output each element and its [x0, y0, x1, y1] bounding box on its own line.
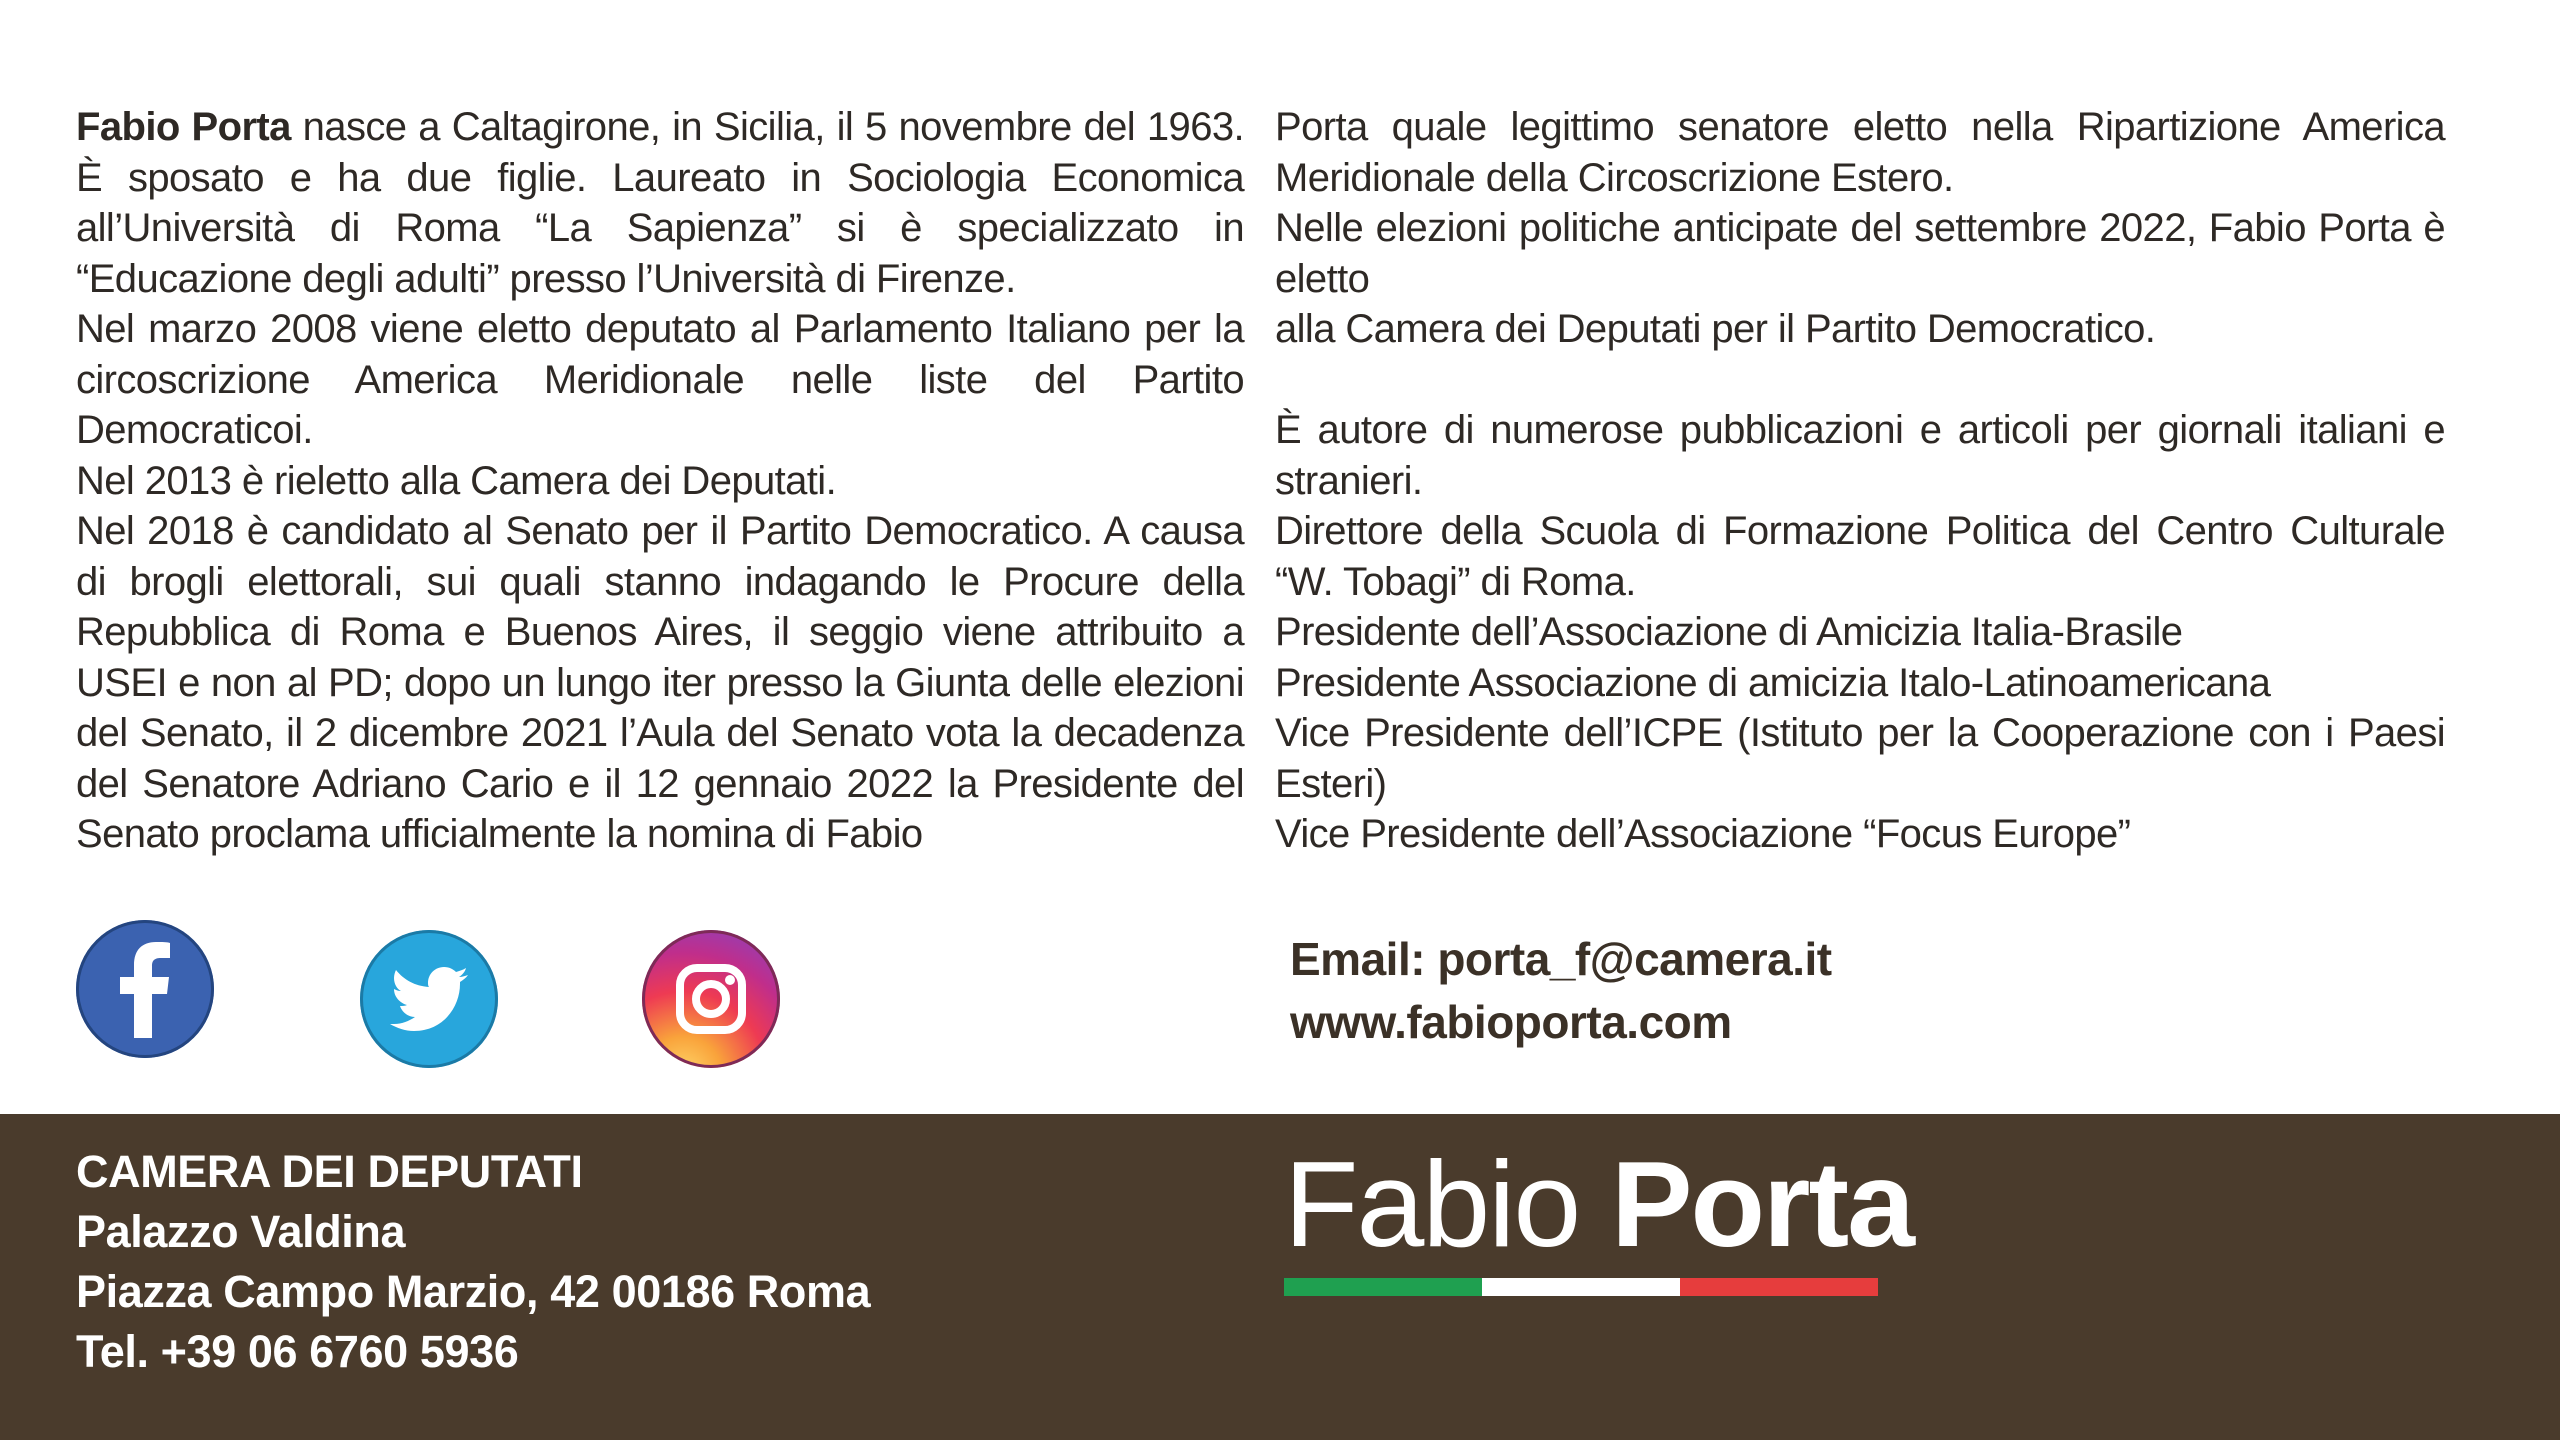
bio-paragraph-2018: Nel 2018 è candidato al Senato per il Partito Democratico. A causa di brogli elettorali, sui quali stanno indagando le Procure della Repubblica di Roma e Buenos Aires, il seggio viene attribuito a USEI e non al PD; dopo un lungo iter presso la Giunta delle elezioni del Senato, il 2 dicembre 2021 l’Aula del Senato vota la decadenza del Senatore Adriano Cario e il 12 gennaio 2022 la Presidente del Senato proclama ufficialmente la nomina di Fabio [76, 509, 1244, 856]
bio-paragraph-intro [76, 102, 1244, 304]
bio-paragraph-italia-brasile: Presidente dell’Associazione di Amicizia Italia-Brasile [1275, 610, 2183, 654]
flag-stripe-green [1284, 1278, 1482, 1296]
paragraph-spacer [1275, 355, 2445, 406]
address-building: Palazzo Valdina [76, 1206, 406, 1257]
address-institution: CAMERA DEI DEPUTATI [76, 1146, 583, 1197]
address-block [76, 1142, 870, 1382]
twitter-glyph [360, 930, 498, 1068]
address-street: Piazza Campo Marzio, 42 00186 Roma [76, 1266, 871, 1317]
contact-block [1290, 928, 1832, 1054]
brand-last-name: Porta [1611, 1136, 1913, 1272]
bio-paragraph-school: Direttore della Scuola di Formazione Politica del Centro Culturale “W. Tobagi” di Roma. [1275, 509, 2445, 604]
bio-paragraph-publications: È autore di numerose pubblicazioni e articoli per giornali italiani e stranieri. [1275, 408, 2445, 503]
bio-paragraph-2008: Nel marzo 2008 viene eletto deputato al Parlamento Italiano per la circoscrizione America Meridionale nelle liste del Partito Democraticoi. [76, 307, 1244, 452]
facebook-icon[interactable] [76, 920, 214, 1058]
bio-paragraph-senate: Porta quale legittimo senatore eletto nella Ripartizione America Meridionale della Circoscrizione Estero. [1275, 105, 2445, 200]
biography-left-column [76, 102, 1244, 860]
bio-paragraph-2022: Nelle elezioni politiche anticipate del settembre 2022, Fabio Porta è eletto [1275, 206, 2445, 301]
bio-paragraph-icpe: Vice Presidente dell’ICPE (Istituto per la Cooperazione con i Paesi Esteri) [1275, 711, 2445, 806]
facebook-glyph [76, 920, 214, 1058]
email-link[interactable]: Email: porta_f@camera.it [1290, 933, 1832, 985]
biography-right-column [1275, 102, 2445, 860]
flag-stripe-red [1680, 1278, 1878, 1296]
instagram-glyph [642, 930, 780, 1068]
italian-flag-bar [1284, 1278, 1878, 1296]
bio-name: Fabio Porta [76, 105, 291, 149]
bio-paragraph-focus-europe: Vice Presidente dell’Associazione “Focus Europe” [1275, 812, 2131, 856]
footer-bar [0, 1114, 2560, 1440]
address-phone: Tel. +39 06 6760 5936 [76, 1326, 519, 1377]
bio-paragraph-2022-cont: alla Camera dei Deputati per il Partito Democratico. [1275, 307, 2156, 351]
brand-first-name: Fabio [1284, 1136, 1580, 1272]
website-link[interactable]: www.fabioporta.com [1290, 996, 1732, 1048]
flag-stripe-white [1482, 1278, 1680, 1296]
brand-logo [1284, 1134, 1913, 1274]
bio-paragraph-latinoamericana: Presidente Associazione di amicizia Italo-Latinoamericana [1275, 660, 2271, 705]
bio-paragraph-2013: Nel 2013 è rieletto alla Camera dei Deputati. [76, 458, 837, 503]
instagram-icon[interactable] [642, 930, 780, 1068]
bio-intro-text: nasce a Caltagirone, in Sicilia, il 5 novembre del 1963. È sposato e ha due figlie. Laureato in Sociologia Economica all’Università di Roma “La Sapienza” si è specializzato in “Educazione degli adulti” presso l’Università di Firenze. [76, 105, 1245, 301]
twitter-icon[interactable] [360, 930, 498, 1068]
